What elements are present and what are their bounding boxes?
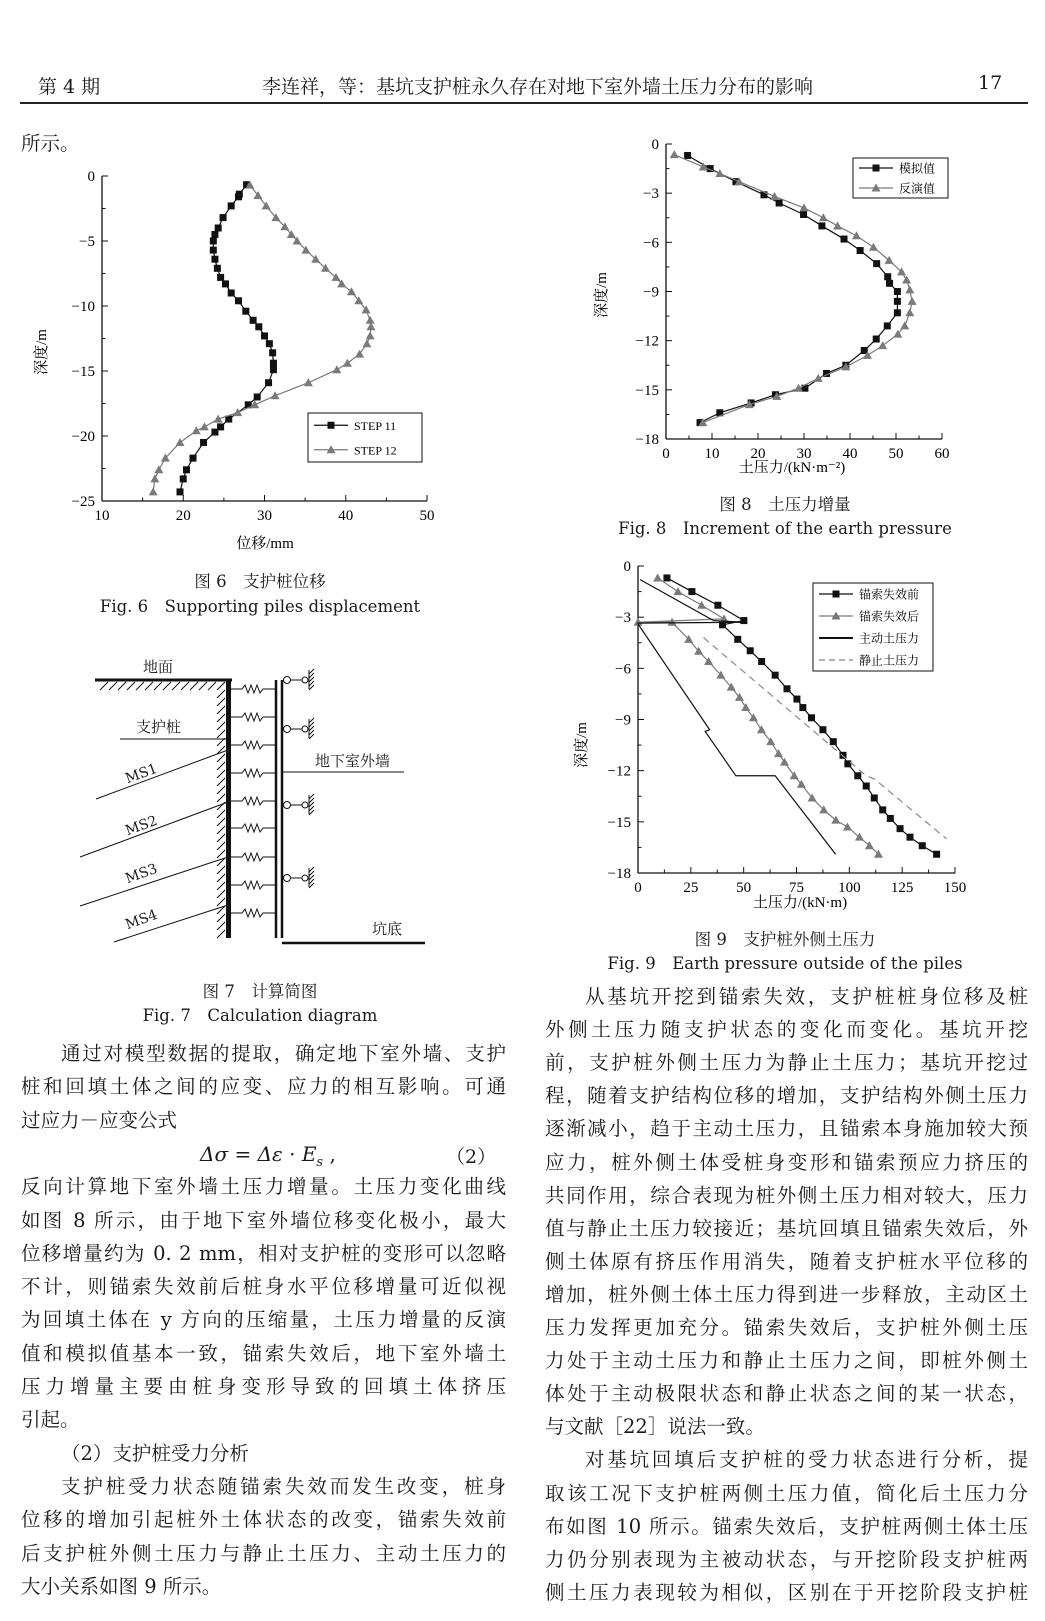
soil-hatch [217, 762, 225, 770]
triangle-marker [833, 221, 842, 229]
square-marker [871, 794, 878, 801]
text-line: 侧土体原有挤压作用消失，随着支护桩水平位移的 [545, 1249, 1028, 1273]
journal-issue: 第 4 期 [38, 76, 101, 98]
x-tick-label: 25 [683, 880, 699, 896]
fig7-wall-label: 地下室外墙 [315, 752, 391, 770]
triangle-marker [715, 169, 724, 177]
square-marker [228, 290, 235, 297]
fig8-chart [592, 137, 950, 476]
y-axis-title: 深度/m [594, 272, 610, 318]
square-marker [844, 760, 851, 767]
text-line: 反向计算地下室外墙土压力增量。土压力变化曲线 [21, 1175, 506, 1199]
spring-icon [231, 824, 275, 832]
equation-number: （2） [446, 1146, 497, 1168]
legend-label: 主动土压力 [859, 631, 920, 646]
y-tick-label: −15 [635, 382, 659, 399]
square-marker [250, 317, 257, 324]
square-marker [214, 265, 221, 272]
legend-label: 反演值 [899, 181, 936, 196]
text-line: 通过对模型数据的提取，确定地下室外墙、支护 [61, 1042, 506, 1065]
running-title: 李连祥，等：基坑支护桩永久存在对地下室外墙土压力分布的影响 [262, 76, 814, 98]
square-marker [211, 256, 218, 263]
soil-hatch [217, 826, 225, 834]
fig7-ground-label: 地面 [143, 658, 174, 676]
fig6-chart [32, 169, 435, 552]
ground-hatch [100, 682, 108, 690]
text-line: 应力，桩外侧土体受桩身变形和锚索预应力挤压的 [545, 1150, 1028, 1174]
text-line: 压力发挥更加充分。锚索失效后，支护桩外侧土压 [545, 1316, 1028, 1339]
triangle-marker [902, 276, 911, 284]
equation-2 [200, 1142, 336, 1170]
text-line: 支护桩受力状态随锚索失效而发生改变，桩身 [61, 1474, 506, 1498]
ground-hatch [208, 682, 216, 690]
square-marker [894, 288, 901, 295]
triangle-marker [800, 203, 809, 211]
text-line: 不计，则锚索失效前后桩身水平位移增量可近似视 [21, 1275, 506, 1299]
triangle-marker [774, 749, 783, 757]
x-tick-label: 150 [943, 880, 967, 896]
text-line: 体处于主动极限状态和静止状态之间的某一状态， [545, 1382, 1028, 1406]
series-line [180, 185, 273, 492]
fig8-caption-cn: 图 8 土压力增量 [719, 495, 851, 514]
fig7-pit-bottom-label: 坑底 [372, 920, 403, 938]
x-tick-label: 0 [662, 446, 670, 462]
triangle-marker [819, 213, 828, 221]
spring-icon [231, 741, 275, 749]
square-marker [177, 488, 184, 495]
hinge [302, 677, 308, 683]
soil-hatch [217, 882, 225, 890]
square-marker [266, 340, 273, 347]
triangle-marker [366, 316, 375, 324]
triangle-marker [355, 350, 364, 358]
square-marker [747, 647, 754, 654]
hinge [284, 875, 291, 882]
text-line: 前，支护桩外侧土压力为静止土压力；基坑开挖过 [545, 1051, 1028, 1075]
square-marker [906, 834, 913, 841]
soil-hatch [217, 866, 225, 874]
square-marker [841, 236, 848, 243]
legend [813, 583, 933, 671]
square-marker [714, 602, 721, 609]
text-line: 共同作用，综合表现为桩外侧土压力相对较大，压力 [545, 1183, 1028, 1207]
x-tick-label: 100 [838, 880, 861, 896]
hinge-support-icon [284, 718, 315, 739]
square-marker [830, 738, 837, 745]
text-line: 后支护桩外侧土压力与静止土压力、主动土压力的 [21, 1541, 506, 1565]
square-marker [242, 308, 249, 315]
triangle-marker [271, 391, 280, 399]
soil-hatch [217, 842, 225, 850]
hinge [284, 802, 291, 809]
page-number: 17 [978, 72, 1003, 94]
x-tick-label: 40 [338, 508, 354, 524]
ground-hatch [145, 682, 153, 690]
triangle-marker [154, 465, 163, 473]
x-axis-title: 位移/mm [236, 536, 294, 552]
fig8-caption-en: Fig. 8 Increment of the earth pressure [618, 519, 952, 538]
y-tick-label: −18 [635, 432, 659, 448]
legend-label: 锚索失效前 [859, 587, 920, 602]
y-tick-label: −3 [643, 186, 659, 203]
x-tick-label: 0 [634, 880, 642, 896]
fig9-chart [572, 559, 966, 911]
square-marker [210, 238, 217, 245]
soil-hatch [217, 786, 225, 794]
triangle-marker [697, 601, 706, 609]
square-marker [684, 152, 691, 159]
triangle-marker [347, 287, 356, 295]
square-marker [884, 322, 891, 329]
text-line: 过应力－应变公式 [21, 1108, 178, 1132]
ground-hatch [172, 682, 180, 690]
square-marker [894, 298, 901, 305]
hinge [302, 726, 308, 732]
spring-icon [231, 909, 275, 917]
triangle-marker [790, 771, 799, 779]
y-tick-label: −20 [71, 429, 95, 445]
square-marker [833, 591, 840, 598]
square-marker [919, 842, 926, 849]
square-marker [799, 704, 806, 711]
ground-hatch [118, 682, 126, 690]
legend [853, 158, 948, 198]
square-marker [211, 429, 218, 436]
text-line: 位移的增加引起桩外土体状态的改变，锚索失效前 [21, 1508, 506, 1532]
y-tick-label: −15 [71, 364, 95, 380]
text-line: 程，随着支护结构位移的增加，支护结构外侧土压力 [545, 1084, 1028, 1108]
text-line: 值和模拟值基本一致，锚索失效后，地下室外墙土 [21, 1341, 506, 1365]
square-marker [180, 475, 187, 482]
square-marker [758, 658, 765, 665]
square-marker [857, 247, 864, 254]
ground-hatch [163, 682, 171, 690]
soil-hatch [217, 898, 225, 906]
triangle-marker [200, 422, 209, 430]
fig7-caption-en: Fig. 7 Calculation diagram [142, 1006, 378, 1025]
square-marker [269, 349, 276, 356]
series-STEP 11 [177, 181, 277, 495]
square-marker [254, 394, 261, 401]
square-marker [270, 360, 277, 367]
legend-label: STEP 12 [354, 443, 397, 458]
anchor-cable [96, 750, 228, 799]
soil-hatch [217, 706, 225, 714]
soil-hatch [217, 922, 225, 930]
hinge-support-icon [284, 794, 315, 815]
triangle-marker [149, 487, 158, 495]
square-marker [879, 806, 886, 813]
triangle-marker [770, 192, 779, 200]
y-tick-label: 0 [623, 559, 631, 575]
square-marker [863, 783, 870, 790]
spring-icon [231, 853, 275, 861]
text-line: 桩和回填土体之间的应变、应力的相互影响。可通 [21, 1075, 506, 1099]
square-marker [873, 165, 880, 172]
y-tick-label: −6 [615, 661, 631, 678]
triangle-marker [176, 438, 185, 446]
y-axis-title: 深度/m [574, 722, 590, 768]
hinge [284, 677, 291, 684]
x-tick-label: 50 [419, 508, 435, 524]
spring-icon [231, 881, 275, 889]
triangle-marker [343, 359, 352, 367]
square-marker [873, 336, 880, 343]
square-marker [783, 685, 790, 692]
soil-hatch [217, 890, 225, 898]
fig7-anchor-ms1: MS1 [123, 760, 160, 788]
ground-hatch [127, 682, 135, 690]
text-line: 从基坑开挖到锚索失效，支护桩桩身位移及桩 [585, 985, 1028, 1008]
x-tick-label: 30 [796, 446, 812, 462]
x-tick-label: 10 [94, 508, 110, 524]
spring-icon [231, 685, 275, 693]
x-tick-label: 20 [175, 508, 191, 524]
text-line: 增加，桩外侧土体土压力得到进一步释放，主动区土 [545, 1282, 1028, 1306]
triangle-marker [869, 243, 878, 251]
text-line: （2）支护桩受力分析 [61, 1441, 249, 1465]
fig7-anchor-ms2: MS2 [123, 812, 160, 840]
square-marker [228, 202, 235, 209]
legend-label: 静止土压力 [859, 653, 920, 668]
square-marker [270, 366, 277, 373]
text-line: 力仍分别表现为主被动状态，与开挖阶段支护桩两 [545, 1547, 1028, 1571]
square-marker [886, 280, 893, 287]
square-marker [808, 714, 815, 721]
triangle-marker [843, 822, 852, 830]
text-line: 逐渐减小，趋于主动土压力，且锚索本身施加较大预 [545, 1117, 1028, 1141]
triangle-marker [670, 150, 679, 158]
legend [308, 413, 422, 462]
fig7-anchor-ms3: MS3 [123, 860, 160, 888]
triangle-marker [900, 321, 909, 329]
triangle-marker [366, 331, 375, 339]
x-tick-label: 40 [842, 446, 858, 462]
soil-hatch [217, 930, 225, 938]
equation-subscript: s [316, 1155, 324, 1170]
hinge [302, 875, 308, 881]
triangle-marker [192, 426, 201, 434]
soil-hatch [217, 834, 225, 842]
continued-text: 所示。 [21, 132, 80, 155]
hinge [302, 802, 308, 808]
text-line: 引起。 [21, 1408, 80, 1432]
ground-hatch [199, 682, 207, 690]
y-tick-label: −9 [643, 284, 659, 301]
hinge [284, 726, 291, 733]
square-marker [217, 274, 224, 281]
y-tick-label: −9 [615, 712, 631, 729]
text-line: 力处于主动土压力和静止土压力之间，即桩外侧土 [545, 1349, 1028, 1373]
triangle-marker [905, 308, 914, 316]
ground-hatch [109, 682, 117, 690]
text-line: 侧土压力表现较为相似，区别在于开挖阶段支护桩 [545, 1580, 1028, 1604]
ground-hatch [154, 682, 162, 690]
soil-hatch [217, 874, 225, 882]
ground-hatch [190, 682, 198, 690]
square-marker [190, 455, 197, 462]
soil-hatch [217, 698, 225, 706]
triangle-marker [908, 297, 917, 305]
x-axis-title: 土压力/(kN·m⁻²) [738, 460, 846, 476]
square-marker [235, 193, 242, 200]
triangle-marker [332, 365, 341, 373]
spring-icon [231, 769, 275, 777]
support-pile [226, 680, 231, 938]
ground-hatch [136, 682, 144, 690]
square-marker [222, 280, 229, 287]
square-marker [897, 825, 904, 832]
square-marker [740, 617, 747, 624]
triangle-marker [905, 285, 914, 293]
triangle-marker [304, 378, 313, 386]
soil-hatch [217, 714, 225, 722]
fig9-caption-en: Fig. 9 Earth pressure outside of the piles [607, 954, 963, 973]
text-line: 为回填土体在 y 方向的压缩量，土压力增量的反演 [21, 1308, 506, 1332]
y-tick-label: −10 [71, 299, 95, 315]
x-tick-label: 125 [890, 880, 914, 896]
square-marker [884, 273, 891, 280]
square-marker [235, 297, 242, 304]
y-tick-label: −12 [607, 763, 631, 780]
square-marker [933, 851, 940, 858]
soil-hatch [217, 794, 225, 802]
equation-comma: , [323, 1142, 336, 1166]
y-tick-label: −6 [643, 235, 659, 252]
square-marker [220, 214, 227, 221]
square-marker [215, 225, 222, 232]
x-tick-label: 75 [789, 880, 804, 896]
soil-hatch [217, 850, 225, 858]
fig7-calculation-diagram [80, 669, 425, 943]
y-tick-label: −5 [79, 234, 95, 250]
ground-hatch [181, 682, 189, 690]
x-tick-label: 20 [750, 446, 766, 462]
square-marker [328, 422, 335, 429]
soil-hatch [217, 690, 225, 698]
triangle-marker [362, 339, 371, 347]
soil-hatch [217, 722, 225, 730]
soil-hatch [217, 770, 225, 778]
y-tick-label: −3 [615, 610, 631, 627]
hinge-support-icon [284, 669, 315, 690]
square-marker [200, 439, 207, 446]
x-tick-label: 60 [934, 446, 950, 462]
hinge-support-icon [284, 867, 315, 888]
triangle-marker [673, 587, 682, 595]
triangle-marker [780, 758, 789, 766]
square-marker [793, 696, 800, 703]
y-tick-label: −12 [635, 333, 659, 350]
square-marker [776, 200, 783, 207]
soil-hatch [217, 754, 225, 762]
soil-hatch [217, 818, 225, 826]
square-marker [255, 323, 262, 330]
square-marker [854, 772, 861, 779]
triangle-marker [852, 231, 861, 239]
square-marker [772, 672, 779, 679]
text-line: 对基坑回填后支护桩的受力状态进行分析，提 [585, 1448, 1028, 1472]
triangle-marker [233, 408, 242, 416]
soil-hatch [217, 778, 225, 786]
x-tick-label: 50 [888, 446, 904, 462]
fig7-anchor-ms4: MS4 [123, 906, 160, 934]
legend-label: 锚索失效后 [859, 609, 920, 624]
square-marker [265, 379, 272, 386]
x-tick-label: 30 [257, 508, 272, 524]
text-line: 大小关系如图 9 所示。 [21, 1574, 222, 1598]
y-tick-label: 0 [651, 137, 659, 153]
square-marker [887, 815, 894, 822]
text-line: 压力增量主要由桩身变形导致的回填土体挤压 [21, 1375, 506, 1398]
square-marker [211, 231, 218, 238]
x-tick-label: 10 [704, 446, 720, 462]
spring-icon [231, 797, 275, 805]
square-marker [818, 222, 825, 229]
fig6-caption-cn: 图 6 支护桩位移 [194, 572, 326, 591]
triangle-marker [741, 703, 750, 711]
y-tick-label: 0 [87, 169, 95, 185]
y-axis-title: 深度/m [34, 329, 50, 375]
ground-hatch [217, 682, 225, 690]
triangle-marker [150, 474, 159, 482]
y-tick-label: −15 [607, 814, 631, 831]
text-line: 位移增量约为 0. 2 mm，相对支护桩的变形可以忽略 [21, 1241, 506, 1265]
soil-hatch [217, 914, 225, 922]
square-marker [873, 260, 880, 267]
square-marker [734, 636, 741, 643]
equation-body: Δσ = Δε · E [200, 1142, 317, 1166]
square-marker [663, 574, 670, 581]
text-line: 与文献［22］说法一致。 [545, 1415, 765, 1439]
text-line: 取该工况下支护桩两侧土压力值，简化后土压力分 [545, 1481, 1028, 1505]
soil-hatch [217, 810, 225, 818]
square-marker [183, 466, 190, 473]
y-tick-label: −25 [71, 494, 95, 510]
fig9-caption-cn: 图 9 支护桩外侧土压力 [694, 930, 876, 949]
text-line: 如图 8 所示，由于地下室外墙位移变化极小，最大 [21, 1208, 506, 1232]
triangle-marker [653, 573, 662, 581]
legend-label: STEP 11 [354, 418, 397, 433]
square-marker [894, 309, 901, 316]
x-axis-title: 土压力/(kN·m) [752, 895, 848, 911]
square-marker [261, 332, 268, 339]
square-marker [688, 588, 695, 595]
spring-icon [231, 713, 275, 721]
triangle-marker [757, 725, 766, 733]
text-line: 布如图 10 所示。锚索失效后，支护桩两侧土体土压 [545, 1514, 1028, 1538]
triangle-marker [814, 374, 823, 382]
square-marker [800, 211, 807, 218]
fig6-caption-en: Fig. 6 Supporting piles displacement [99, 597, 421, 616]
square-marker [210, 247, 217, 254]
x-tick-label: 50 [736, 880, 752, 896]
fig7-pile-label: 支护桩 [136, 718, 182, 736]
text-line: 外侧土压力随支护状态的变化而变化。基坑开挖 [545, 1018, 1028, 1042]
fig7-caption-cn: 图 7 计算简图 [202, 982, 318, 1001]
y-tick-label: −18 [607, 866, 631, 882]
text-line: 值与静止土压力较接近；基坑回填且锚索失效后，外 [545, 1216, 1028, 1240]
square-marker [819, 726, 826, 733]
soil-hatch [217, 730, 225, 738]
legend-label: 模拟值 [899, 161, 936, 176]
